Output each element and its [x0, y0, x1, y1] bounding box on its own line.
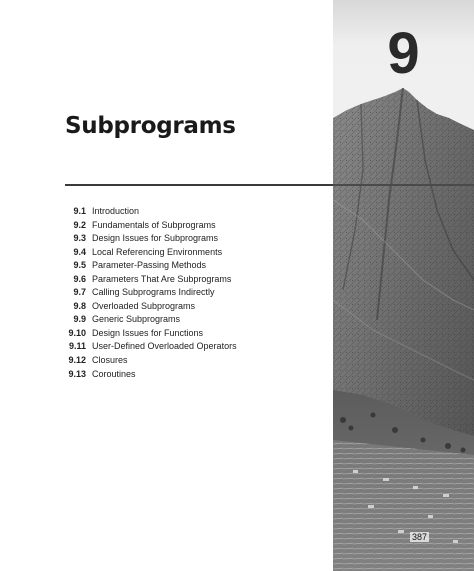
chapter-outline [59, 205, 237, 381]
toc-section-title: Closures [92, 355, 128, 366]
chapter-number: 9 [387, 21, 420, 86]
toc-item [59, 259, 237, 273]
toc-section-title: Local Referencing Environments [92, 246, 223, 257]
toc-item [59, 327, 237, 341]
toc-item [59, 205, 237, 219]
chapter-title: Subprograms [65, 113, 236, 139]
toc-item [59, 313, 237, 327]
toc-section-number: 9.10 [68, 327, 86, 338]
toc-section-number: 9.6 [73, 273, 86, 284]
toc-section-title: Introduction [92, 206, 140, 216]
toc-section-number: 9.4 [73, 246, 86, 257]
toc-section-title: Calling Subprograms Indirectly [92, 287, 215, 298]
toc-section-number: 9.1 [73, 206, 86, 216]
toc-item [59, 219, 237, 233]
toc-section-number: 9.5 [73, 260, 86, 271]
toc-section-number: 9.12 [68, 355, 86, 366]
toc-section-title: User-Defined Overloaded Operators [92, 341, 237, 352]
toc-section-title: Overloaded Subprograms [92, 300, 196, 311]
toc-section-title: Parameter-Passing Methods [92, 260, 207, 271]
toc-item [59, 232, 237, 246]
toc-item [59, 354, 237, 368]
toc-section-title: Parameters That Are Subprograms [92, 273, 232, 284]
toc-item [59, 300, 237, 314]
title-rule [65, 184, 333, 186]
toc-section-title: Design Issues for Subprograms [92, 233, 219, 244]
toc-section-number: 9.7 [73, 287, 86, 298]
toc-item [59, 286, 237, 300]
toc-section-number: 9.2 [73, 219, 86, 230]
toc-section-number: 9.13 [68, 368, 86, 379]
toc-section-title: Generic Subprograms [92, 314, 181, 325]
title-rule-photo [333, 184, 474, 186]
toc-item [59, 246, 237, 260]
toc-item [59, 368, 237, 382]
toc-section-number: 9.11 [68, 341, 86, 352]
toc-item [59, 340, 237, 354]
toc-section-number: 9.3 [73, 233, 86, 244]
toc-section-number: 9.9 [73, 314, 86, 325]
toc-section-title: Design Issues for Functions [92, 327, 204, 338]
page-number: 387 [412, 532, 428, 542]
toc-item [59, 273, 237, 287]
toc-section-title: Coroutines [92, 368, 136, 379]
toc-section-number: 9.8 [73, 300, 86, 311]
toc-section-title: Fundamentals of Subprograms [92, 219, 216, 230]
